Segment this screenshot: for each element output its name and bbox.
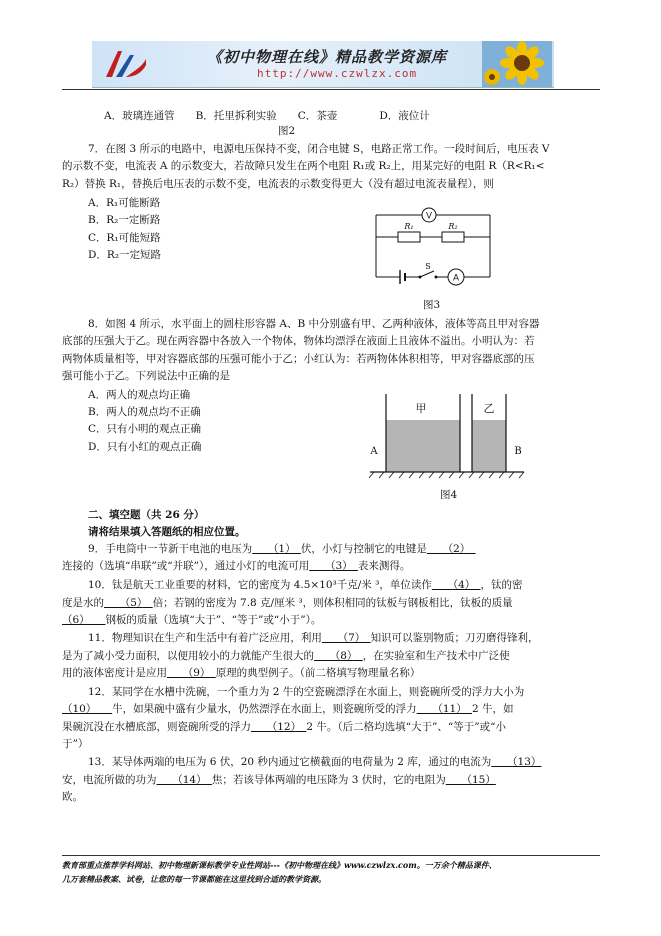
blank-12[interactable]: （12） [272, 721, 296, 733]
q9-text: 9．手电筒中一节新干电池的电压为 [88, 543, 253, 555]
header-rule [62, 89, 600, 90]
q12-text: 2 牛，如 [472, 703, 514, 715]
q8-option-a: A．两人的观点均正确 [88, 389, 191, 401]
blank-13[interactable]: （13） [512, 756, 542, 768]
blank-5[interactable]: （5） [125, 597, 143, 609]
q7-text-line: 的示数不变，电流表 A 的示数变大，若故障只发生在两个电阻 R₁或 R₂上，用某完好的电阻 R（R<R₁< [62, 160, 545, 172]
q8-text-line: 强可能小于乙。下列说法中正确的是 [62, 370, 230, 382]
ammeter-label: A [452, 272, 460, 283]
q8-text-line: 两物体质量相等，甲对容器底部的压强可能小于乙；小红认为：若两物体体积相等，甲对容器底部的压 [62, 353, 535, 365]
blank-9[interactable]: （9） [188, 667, 206, 679]
r2-label: R₂ [448, 222, 458, 231]
switch-label: S [425, 262, 431, 271]
q12-line-3 [62, 720, 506, 734]
q8-option-d: D．只有小红的观点正确 [88, 441, 202, 453]
q9-text: 连接的（选填“串联”或“并联”），通过小灯的电流可用 [62, 560, 310, 572]
containers-diagram-figure-4 [364, 386, 529, 480]
q13-line-3: 欧。 [62, 791, 83, 803]
blank-2[interactable]: （2） [447, 543, 466, 555]
blank-8[interactable]: （8） [335, 650, 353, 662]
q13-text: 焦；若该导体两端的电压降为 3 伏时，它的电阻为 [211, 774, 446, 786]
q13-line-1 [88, 755, 541, 769]
figure-2-label: 图2 [278, 125, 296, 137]
q10-line-3 [62, 613, 321, 627]
q11-text: 知识可以鉴别物质；刀刃磨得锋利， [370, 632, 539, 644]
blank-4[interactable]: （4） [452, 579, 471, 591]
q10-text: 10．钛是航天工业重要的材料，它的密度为 4.5×10³千克/米 ³，单位读作 [88, 579, 432, 591]
q9-line-1 [88, 542, 476, 556]
section-2-title: 二、填空题（共 26 分） [88, 509, 205, 521]
blank-7[interactable]: （7） [342, 632, 361, 644]
blank-11[interactable]: （11） [437, 703, 462, 715]
q6-options: A．玻璃连通管 B．托里拆利实验 C．茶壶 D．液位计 [104, 110, 430, 122]
sunflower-icon [482, 41, 552, 87]
container-a-label: A [370, 446, 378, 457]
blank-10[interactable]: （10） [62, 703, 92, 715]
q7-option-d: D．R₂一定短路 [88, 249, 162, 261]
q10-line-2 [62, 596, 513, 610]
q8-text-line: 8．如图 4 所示，水平面上的圆柱形容器 A、B 中分别盛有甲、乙两种液体，液体等高且甲对容器 [88, 318, 540, 330]
blank-6[interactable]: （6） [62, 614, 85, 626]
q11-text: 原理的典型例子。（前二格填写物理量名称） [215, 667, 421, 679]
q12-line-2 [62, 702, 514, 716]
q13-text: 安，电流所做的功为 [62, 774, 157, 786]
blank-15[interactable]: （15） [466, 774, 496, 786]
q13-text: 13．某导体两端的电压为 6 伏，20 秒内通过它横截面的电荷量为 2 库，通过的电流为 [88, 756, 492, 768]
figure-4-label: 图4 [440, 489, 458, 501]
container-yi-label: 乙 [483, 402, 495, 415]
q11-text: 11．物理知识在生产和生活中有着广泛应用，利用 [88, 632, 322, 644]
q11-line-3 [62, 666, 420, 680]
q11-line-2 [62, 649, 510, 663]
voltmeter-label: V [425, 210, 433, 221]
r1-label: R₁ [404, 222, 414, 231]
footer-rule [62, 855, 600, 856]
q11-text: 是为了减小受力面积，以便用较小的力就能产生很大的 [62, 650, 314, 662]
q11-text: 用的液体密度计是应用 [62, 667, 167, 679]
circuit-diagram-figure-3 [372, 197, 494, 292]
header-banner [92, 41, 554, 88]
q10-text: 倍；若钢的密度为 7.8 克/厘米 ³，则体积相同的钛板与钢板相比，钛板的质量 [152, 597, 513, 609]
q9-text: 伏，小灯与控制它的电键是 [300, 543, 427, 555]
blank-3[interactable]: （3） [330, 560, 348, 572]
footer-line-1: 教育部重点推荐学科网站、初中物理新课标教学专业性网站---《初中物理在线》www.czwlzx.com。一万余个精品课件、 [62, 860, 497, 870]
q9-text: 表来测得。 [357, 560, 411, 572]
q11-line-1 [88, 631, 539, 645]
q12-text: 果碗沉没在水槽底部，则瓷碗所受的浮力 [62, 721, 251, 733]
q10-text: ，钛的密 [480, 579, 523, 591]
q8-text-line: 底部的压强大于乙。现在两容器中各放入一个物体，物体均漂浮在液面上且液体不溢出。小明认为：若 [62, 335, 535, 347]
q10-text: 度是水的 [62, 597, 104, 609]
banner-url[interactable]: http://www.czwlzx.com [257, 67, 418, 80]
q11-text: ，在实验室和生产技术中广泛使 [362, 650, 510, 662]
q9-line-2 [62, 559, 410, 573]
q7-text-line: R₂）替换 R₁，替换后电压表的示数不变，电流表的示数变得更大（没有超过电流表量程），则 [62, 178, 494, 190]
q8-option-b: B．两人的观点均不正确 [88, 406, 201, 418]
q7-option-b: B．R₂一定断路 [88, 214, 161, 226]
footer-line-2: 几万套精品教案、试卷，让您的每一节课都能在这里找到合适的教学资源。 [62, 874, 326, 884]
blank-1[interactable]: （1） [273, 543, 291, 555]
q12-text: 牛，如果碗中盛有少量水，仍然漂浮在水面上，则瓷碗所受的浮力 [112, 703, 417, 715]
container-b-label: B [514, 446, 522, 457]
q8-option-c: C．只有小明的观点正确 [88, 423, 202, 435]
q7-option-c: C．R₁可能短路 [88, 232, 161, 244]
q7-text-line: 7．在图 3 所示的电路中，电源电压保持不变，闭合电键 S，电路正常工作。一段时间后，电压表 V [88, 143, 550, 155]
site-logo-icon [100, 47, 148, 81]
q12-line-1: 12．某同学在水槽中洗碗，一个重力为 2 牛的空瓷碗漂浮在水面上，则瓷碗所受的浮力大小为 [88, 686, 525, 698]
banner-title: 《初中物理在线》精品教学资源库 [207, 48, 448, 66]
q13-line-2 [62, 773, 496, 787]
q12-text: 2 牛。（后二格均选填“大于”、“等于”或“小 [306, 721, 506, 733]
section-2-instruction: 请将结果填入答题纸的相应位置。 [88, 526, 246, 538]
container-jia-label: 甲 [415, 402, 427, 415]
q10-line-1 [88, 578, 523, 592]
q7-option-a: A．R₁可能断路 [88, 197, 161, 209]
q10-text: 钢板的质量（选填“大于”、“等于”或“小于”）。 [105, 614, 322, 626]
q12-line-4: 于”） [62, 738, 89, 750]
figure-3-label: 图3 [423, 299, 441, 311]
blank-14[interactable]: （14） [177, 774, 202, 786]
